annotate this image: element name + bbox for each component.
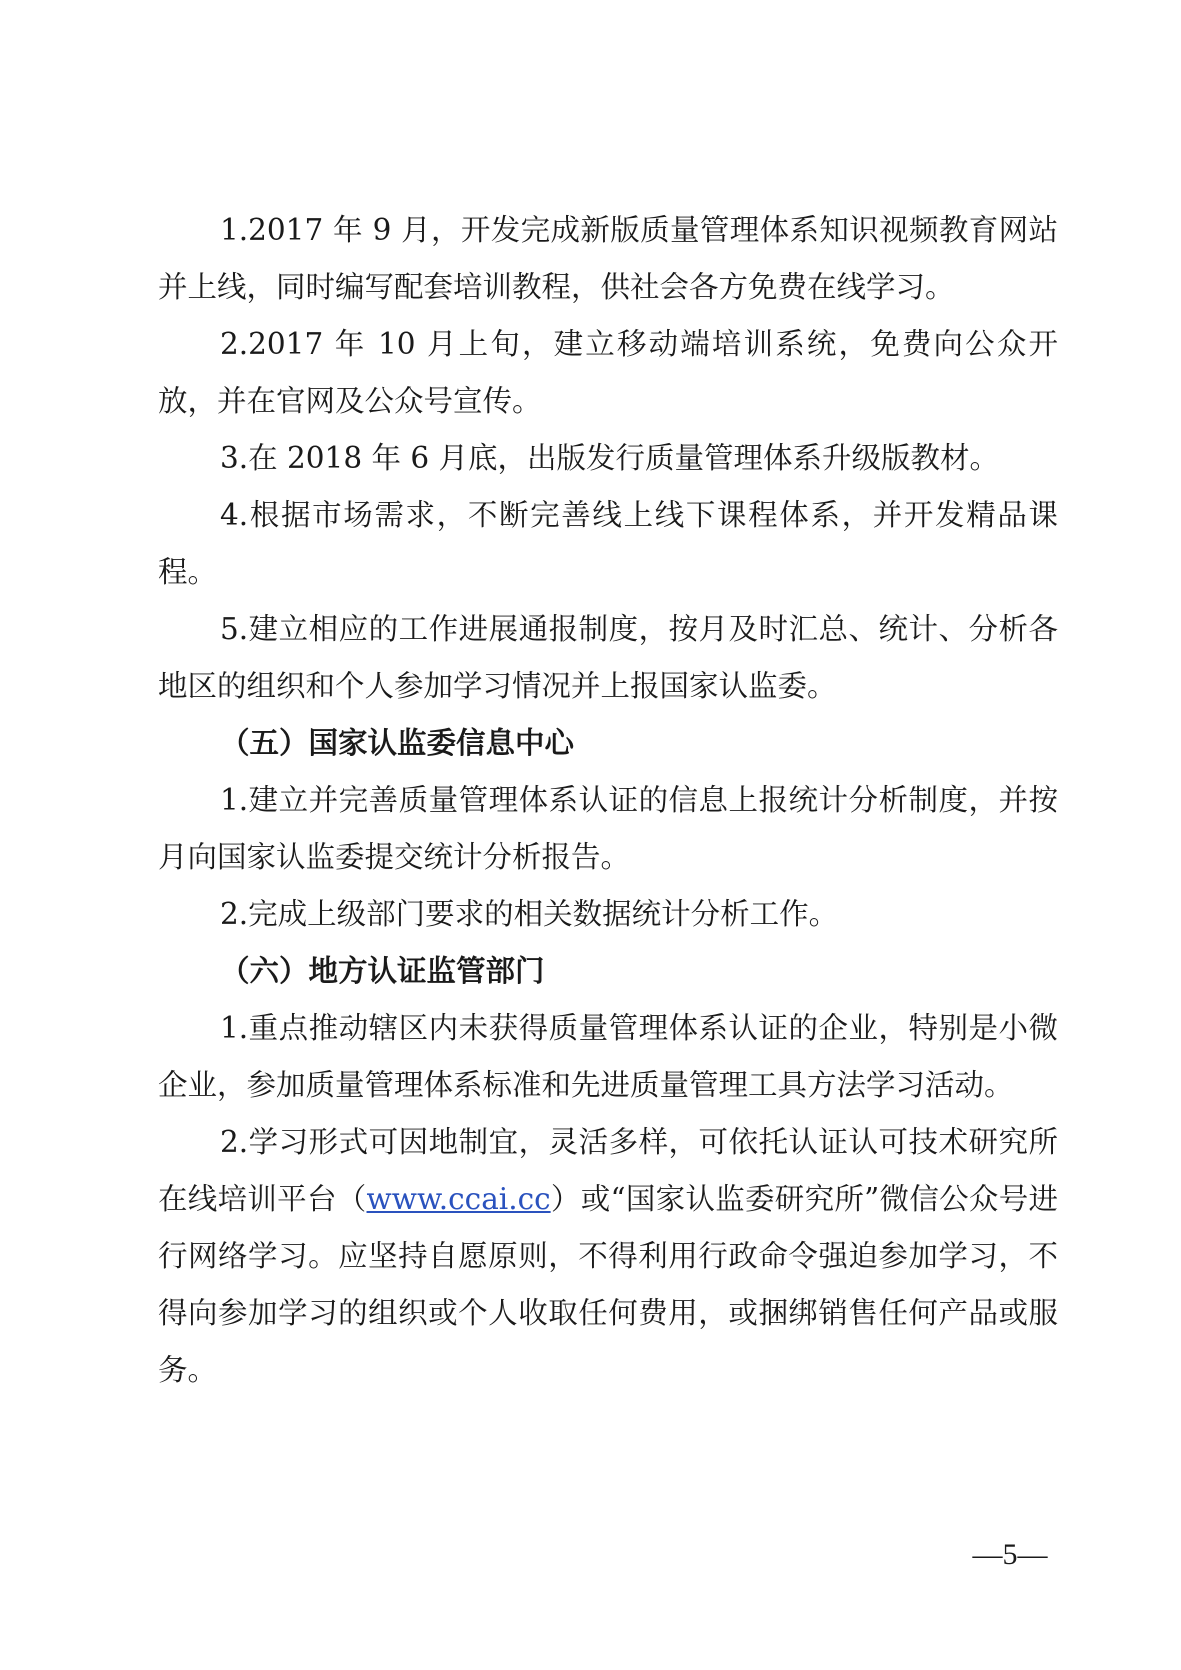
paragraph-5-2: 2.完成上级部门要求的相关数据统计分析工作。 bbox=[220, 897, 839, 931]
section-heading-6: （六）地方认证监管部门 bbox=[220, 954, 545, 988]
paragraph-6-2 bbox=[158, 1114, 1058, 1399]
page-number: —5— bbox=[972, 1538, 1048, 1571]
paragraph-4: 4.根据市场需求，不断完善线上线下课程体系，并开发精品课程。 bbox=[158, 498, 1058, 589]
page-body bbox=[158, 202, 1058, 1399]
paragraph-6-2-start: 2.学习形式可因地制宜，灵活多样，可依托认证认可技术研究所在线培训平台（ bbox=[158, 1125, 1058, 1216]
paragraph-6-1: 1.重点推动辖区内未获得质量管理体系认证的企业，特别是小微企业，参加质量管理体系标准和先进质量管理工具方法学习活动。 bbox=[158, 1011, 1058, 1102]
paragraph-6-2-end: ）或“国家认监委研究所”微信公众号进行网络学习。应坚持自愿原则，不得利用行政命令强迫参加学习，不得向参加学习的组织或个人收取任何费用，或捆绑销售任何产品或服务。 bbox=[158, 1182, 1058, 1387]
paragraph-1: 1.2017 年 9 月，开发完成新版质量管理体系知识视频教育网站并上线，同时编写配套培训教程，供社会各方免费在线学习。 bbox=[158, 213, 1058, 304]
paragraph-5-1: 1.建立并完善质量管理体系认证的信息上报统计分析制度，并按月向国家认监委提交统计分析报告。 bbox=[158, 783, 1058, 874]
paragraph-3: 3.在 2018 年 6 月底，出版发行质量管理体系升级版教材。 bbox=[220, 441, 999, 475]
section-heading-5: （五）国家认监委信息中心 bbox=[220, 726, 575, 760]
paragraph-2: 2.2017 年 10 月上旬，建立移动端培训系统，免费向公众开放，并在官网及公众号宣传。 bbox=[158, 327, 1058, 418]
paragraph-5: 5.建立相应的工作进展通报制度，按月及时汇总、统计、分析各地区的组织和个人参加学习情况并上报国家认监委。 bbox=[158, 612, 1058, 703]
ccai-website-link[interactable]: www.ccai.cc bbox=[366, 1182, 551, 1216]
